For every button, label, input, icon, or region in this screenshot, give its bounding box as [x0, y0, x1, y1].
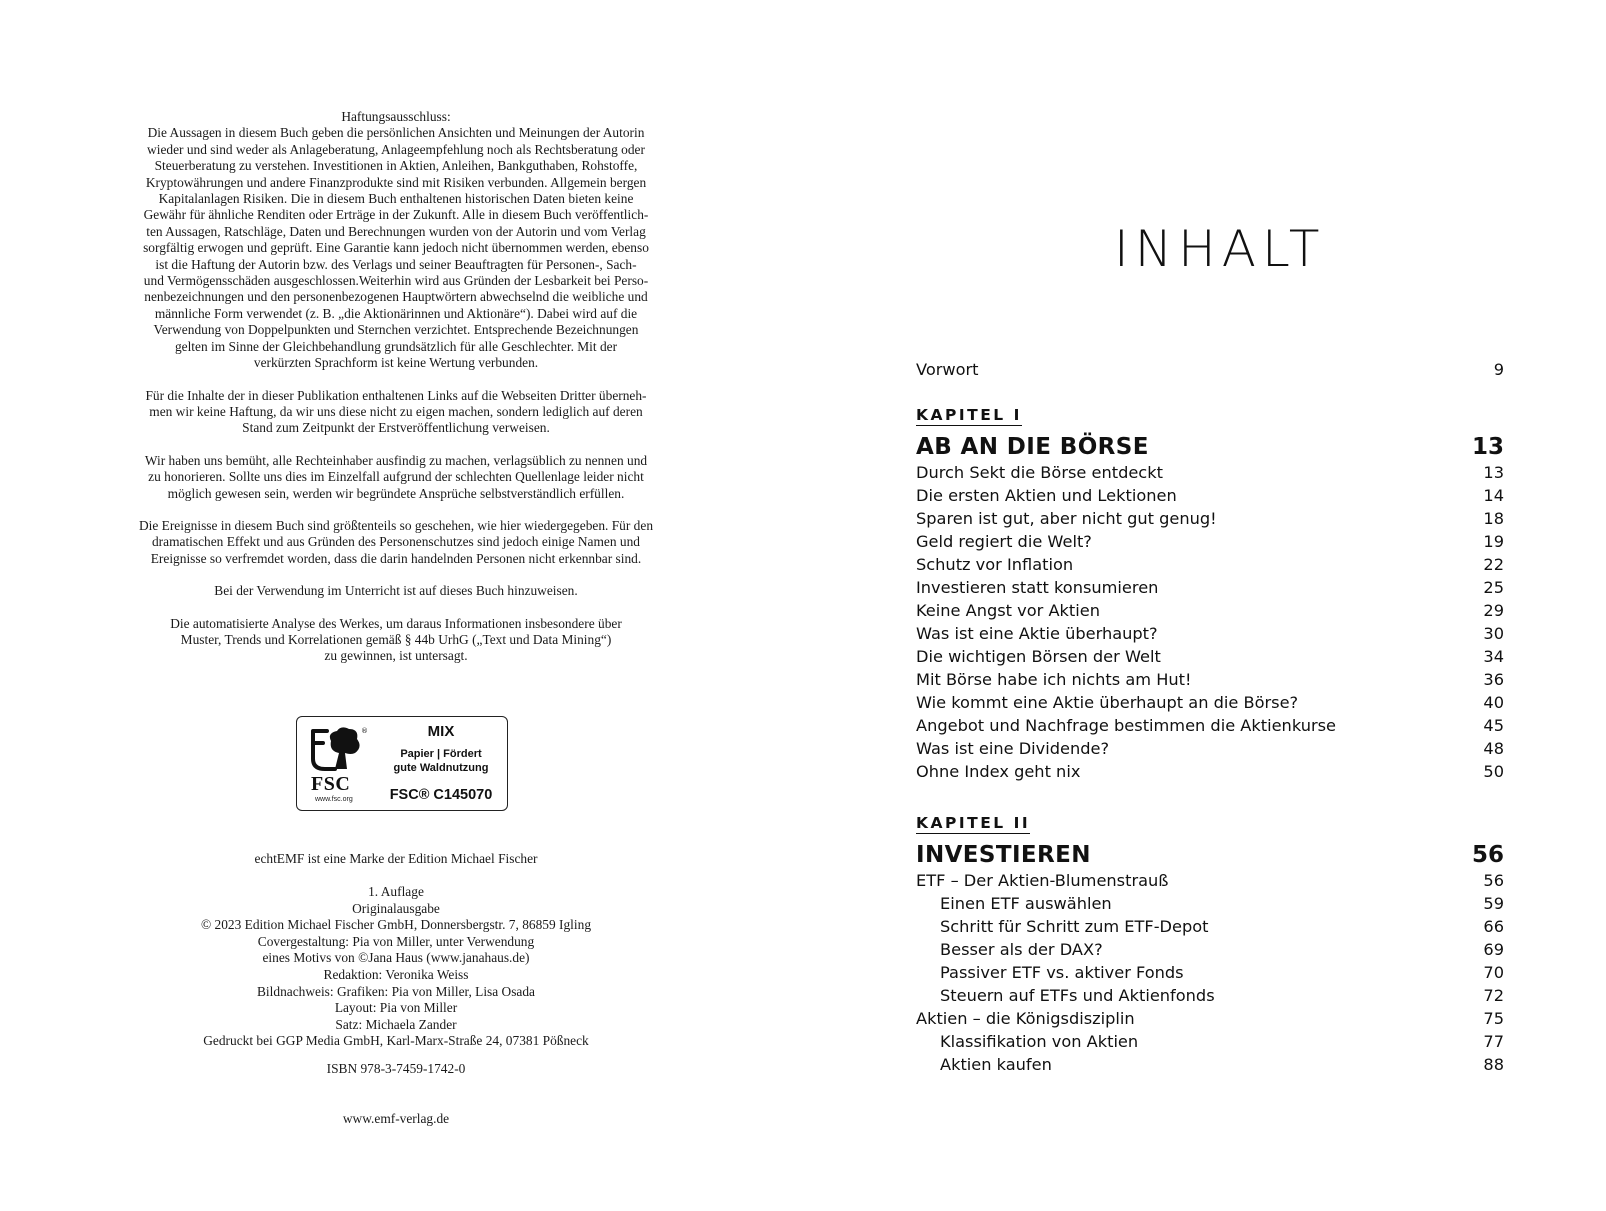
toc-entry-page: 22 — [1483, 555, 1504, 574]
toc-entry — [916, 693, 1504, 716]
toc-entry — [916, 716, 1504, 739]
toc-entry-page: 18 — [1483, 509, 1504, 528]
disclaimer-line: männliche Form verwendet (z. B. „die Aktionärinnen und Aktionäre“). Dabei wird auf die — [154, 305, 638, 321]
toc-entry-title: Wie kommt eine Aktie überhaupt an die Börse? — [916, 693, 1299, 712]
toc-entry-page: 66 — [1483, 917, 1504, 936]
tdm-line: zu gewinnen, ist untersagt. — [324, 648, 468, 664]
toc-entry-title: Die wichtigen Börsen der Welt — [916, 647, 1161, 666]
imprint-line: Gedruckt bei GGP Media GmbH, Karl-Marx-Straße 24, 07381 Pößneck — [203, 1033, 589, 1049]
imprint-line: Redaktion: Veronika Weiss — [323, 966, 469, 982]
toc-entry — [916, 670, 1504, 693]
disclaimer-line: Kapitalanlagen Risiken. Die in diesem Buch enthaltenen historischen Daten bieten keine — [158, 191, 634, 207]
toc-entry-page: 36 — [1483, 670, 1504, 689]
toc-entry-title: Steuern auf ETFs und Aktienfonds — [940, 986, 1215, 1005]
fsc-tree-icon — [307, 725, 369, 773]
toc-entry-title: ETF – Der Aktien-Blumenstrauß — [916, 871, 1169, 890]
toc-entry-title: Die ersten Aktien und Lektionen — [916, 486, 1177, 505]
disclaimer-line: wieder und sind weder als Anlageberatung, Anlageempfehlung noch als Rechtsberatung oder — [147, 141, 645, 157]
trademark-line: echtEMF ist eine Marke der Edition Michael Fischer — [254, 851, 538, 866]
toc-entry-title: Schritt für Schritt zum ETF-Depot — [940, 917, 1209, 936]
toc-entry-page: 56 — [1483, 871, 1504, 890]
toc-entry-page: 19 — [1483, 532, 1504, 551]
toc-entry-page: 29 — [1483, 601, 1504, 620]
imprint-line: Originalausgabe — [352, 900, 440, 916]
toc-entry-title: Vorwort — [916, 360, 979, 379]
toc-entry-page: 48 — [1483, 739, 1504, 758]
chapter-page: 13 — [1471, 434, 1504, 460]
toc-entry-title: Ohne Index geht nix — [916, 762, 1081, 781]
toc-entry-page: 50 — [1483, 762, 1504, 781]
toc-entry-page: 40 — [1483, 693, 1504, 712]
fsc-desc-line: gute Waldnutzung — [393, 762, 489, 774]
toc-subentry — [916, 940, 1504, 963]
disclaimer-line: verkürzten Sprachform ist keine Wertung verbunden. — [253, 355, 539, 371]
toc-entry-page: 77 — [1483, 1032, 1504, 1051]
toc-entry — [916, 762, 1504, 785]
toc-entry-page: 45 — [1483, 716, 1504, 735]
fsc-code: FSC® C145070 — [389, 787, 493, 803]
disclaimer-line: und Vermögensschäden ausgeschlossen.Weiterhin wird aus Gründen der Lesbarkeit bei Perso- — [143, 273, 649, 289]
toc-entry — [916, 463, 1504, 486]
toc-subentry — [916, 1032, 1504, 1055]
toc-entry-title: Was ist eine Dividende? — [916, 739, 1110, 758]
chapter-label: KAPITEL II — [916, 814, 1031, 832]
toc-entry-page: 30 — [1483, 624, 1504, 643]
imprint-line: Satz: Michaela Zander — [335, 1016, 457, 1032]
toc-entry-title: Durch Sekt die Börse entdeckt — [916, 463, 1163, 482]
toc-subentry — [916, 894, 1504, 917]
events-line: Die Ereignisse in diesem Buch sind größtenteils so geschehen, wie hier wiedergegeben. Für den — [138, 517, 654, 533]
toc-subentry — [916, 1055, 1504, 1078]
toc-entry-page: 70 — [1483, 963, 1504, 982]
disclaimer-line: nenbezeichnungen und den personenbezogenen Hauptwörtern abwechselnd die weibliche und — [144, 289, 648, 305]
toc-entry-page: 69 — [1483, 940, 1504, 959]
toc-entry-title: Passiver ETF vs. aktiver Fonds — [940, 963, 1184, 982]
toc-entry — [916, 871, 1504, 894]
toc-entry-title: Geld regiert die Welt? — [916, 532, 1092, 551]
rights-line: Wir haben uns bemüht, alle Rechteinhaber ausfindig zu machen, verlagsüblich zu nennen und — [144, 452, 648, 468]
toc-entry-page: 9 — [1493, 360, 1504, 379]
rights-line: zu honorieren. Sollte uns dies im Einzelfall aufgrund der schlechten Quellenlage leider nicht — [148, 469, 644, 485]
toc-entry — [916, 578, 1504, 601]
chapter-page: 56 — [1471, 842, 1504, 868]
disclaimer-block — [108, 109, 684, 665]
links-line: men wir keine Haftung, da wir uns diese nicht zu eigen machen, sondern lediglich auf deren — [149, 403, 643, 419]
toc-entry-page: 34 — [1483, 647, 1504, 666]
toc-title: INHALT — [1114, 220, 1326, 278]
chapter-title: AB AN DIE BÖRSE — [916, 434, 1149, 460]
fsc-label — [296, 716, 508, 811]
toc-entry-title: Einen ETF auswählen — [940, 894, 1112, 913]
toc-entry-page: 88 — [1483, 1055, 1504, 1074]
toc-entry — [916, 1009, 1504, 1032]
chapter-title: INVESTIEREN — [916, 842, 1091, 868]
links-line: Stand zum Zeitpunkt der Erstveröffentlichung verweisen. — [242, 420, 550, 436]
disclaimer-line: gelten im Sinne der Gleichbehandlung grundsätzlich für alle Geschlechter. Mit der — [174, 338, 618, 354]
toc-entry-title: Was ist eine Aktie überhaupt? — [916, 624, 1158, 643]
toc-entry — [916, 532, 1504, 555]
toc-subentry — [916, 986, 1504, 1009]
links-line: Für die Inhalte der in dieser Publikation enthaltenen Links auf die Webseiten Dritter überneh- — [145, 387, 647, 403]
toc-entry-title: Besser als der DAX? — [940, 940, 1103, 959]
toc-entry-page: 14 — [1483, 486, 1504, 505]
fsc-desc-line: Papier | Fördert — [400, 748, 482, 760]
toc-entry — [916, 509, 1504, 532]
tdm-line: Muster, Trends und Korrelationen gemäß § 44b UrhG („Text und Data Mining“) — [180, 631, 612, 647]
disclaimer-line: Gewähr für ähnliche Renditen oder Erträge in der Zukunft. Alle in diesem Buch veröffentlich- — [143, 207, 649, 223]
imprint-line: eines Motivs von ©Jana Haus (www.janahaus.de) — [262, 950, 530, 966]
imprint-details — [108, 884, 684, 1050]
publisher-website: www.emf-verlag.de — [342, 1111, 450, 1126]
isbn: ISBN 978-3-7459-1742-0 — [326, 1061, 466, 1076]
toc-entry-title: Aktien – die Königsdisziplin — [916, 1009, 1135, 1028]
rights-line: möglich gewesen sein, werden wir begründete Ansprüche selbstverständlich erfüllen. — [167, 485, 625, 501]
toc-entry — [916, 647, 1504, 670]
toc-chapter-2 — [916, 813, 1504, 1078]
imprint-trademark-block — [108, 851, 684, 868]
disclaimer-line: ist die Haftung der Autorin bzw. des Verlags und seiner Beauftragten für Personen-, Sach- — [155, 256, 637, 272]
toc-entry-page: 25 — [1483, 578, 1504, 597]
toc-entry-title: Schutz vor Inflation — [916, 555, 1074, 574]
toc-entry-title: Aktien kaufen — [940, 1055, 1052, 1074]
imprint-line: Covergestaltung: Pia von Miller, unter Verwendung — [257, 933, 535, 949]
imprint-line: Layout: Pia von Miller — [334, 1000, 458, 1016]
disclaimer-line: ten Aussagen, Ratschläge, Daten und Berechnungen wurden von der Autorin und vom Verlag — [146, 223, 646, 239]
isbn-block — [108, 1061, 684, 1078]
toc-entry — [916, 360, 1504, 383]
svg-text:®: ® — [361, 727, 368, 735]
chapter-heading — [916, 434, 1504, 463]
disclaimer-line: Steuerberatung zu verstehen. Investitionen in Aktien, Anleihen, Bankguthaben, Rohstoffe, — [154, 158, 638, 174]
toc-subentry — [916, 963, 1504, 986]
events-line: dramatischen Effekt und aus Gründen des Personenschutzes sind jedoch einige Namen und — [151, 534, 640, 550]
toc-entry-title: Keine Angst vor Aktien — [916, 601, 1100, 620]
toc-entry-page: 13 — [1483, 463, 1504, 482]
disclaimer-line: sorgfältig erwogen und geprüft. Eine Garantie kann jedoch nicht übernommen werden, ebenso — [143, 240, 649, 256]
website-block — [108, 1111, 684, 1128]
toc-entry — [916, 486, 1504, 509]
toc-entry-title: Sparen ist gut, aber nicht gut genug! — [916, 509, 1217, 528]
toc-entry — [916, 601, 1504, 624]
fsc-url: www.fsc.org — [315, 796, 353, 803]
toc-entry-title: Angebot und Nachfrage bestimmen die Aktienkurse — [916, 716, 1337, 735]
toc-entry — [916, 624, 1504, 647]
toc-entry-title: Klassifikation von Aktien — [940, 1032, 1139, 1051]
toc-entry-page: 72 — [1483, 986, 1504, 1005]
imprint-line: Bildnachweis: Grafiken: Pia von Miller, Lisa Osada — [257, 983, 535, 999]
chapter-heading — [916, 842, 1504, 871]
events-line: Ereignisse so verfremdet worden, dass die darin handelnden Personen nicht erkennbar sind. — [150, 550, 642, 566]
disclaimer-line: Haftungsausschluss: — [341, 109, 451, 124]
disclaimer-line: Die Aussagen in diesem Buch geben die persönlichen Ansichten und Meinungen der Autorin — [147, 125, 645, 141]
tdm-line: Die automatisierte Analyse des Werkes, um daraus Informationen insbesondere über — [170, 615, 622, 631]
imprint-line: © 2023 Edition Michael Fischer GmbH, Donnersbergstr. 7, 86859 Igling — [200, 917, 592, 933]
fsc-desc — [377, 747, 505, 775]
toc-entry — [916, 555, 1504, 578]
toc-entry-page: 59 — [1483, 894, 1504, 913]
toc-subentry — [916, 917, 1504, 940]
toc-entry-title: Investieren statt konsumieren — [916, 578, 1159, 597]
chapter-label: KAPITEL I — [916, 406, 1022, 424]
toc-entry — [916, 739, 1504, 762]
fsc-brand: FSC — [311, 773, 351, 795]
fsc-mix: MIX — [427, 723, 455, 740]
toc-entry-page: 75 — [1483, 1009, 1504, 1028]
toc-entry-title: Mit Börse habe ich nichts am Hut! — [916, 670, 1192, 689]
imprint-line: 1. Auflage — [368, 884, 424, 899]
disclaimer-line: Verwendung von Doppelpunkten und Sternchen verzichtet. Entsprechende Bezeichnungen — [153, 322, 639, 338]
disclaimer-line: Kryptowährungen und andere Finanzprodukte sind mit Risiken verbunden. Allgemein bergen — [145, 174, 647, 190]
school-line: Bei der Verwendung im Unterricht ist auf dieses Buch hinzuweisen. — [214, 583, 578, 599]
toc-chapter-1 — [916, 405, 1504, 785]
toc-vorwort — [916, 360, 1504, 383]
